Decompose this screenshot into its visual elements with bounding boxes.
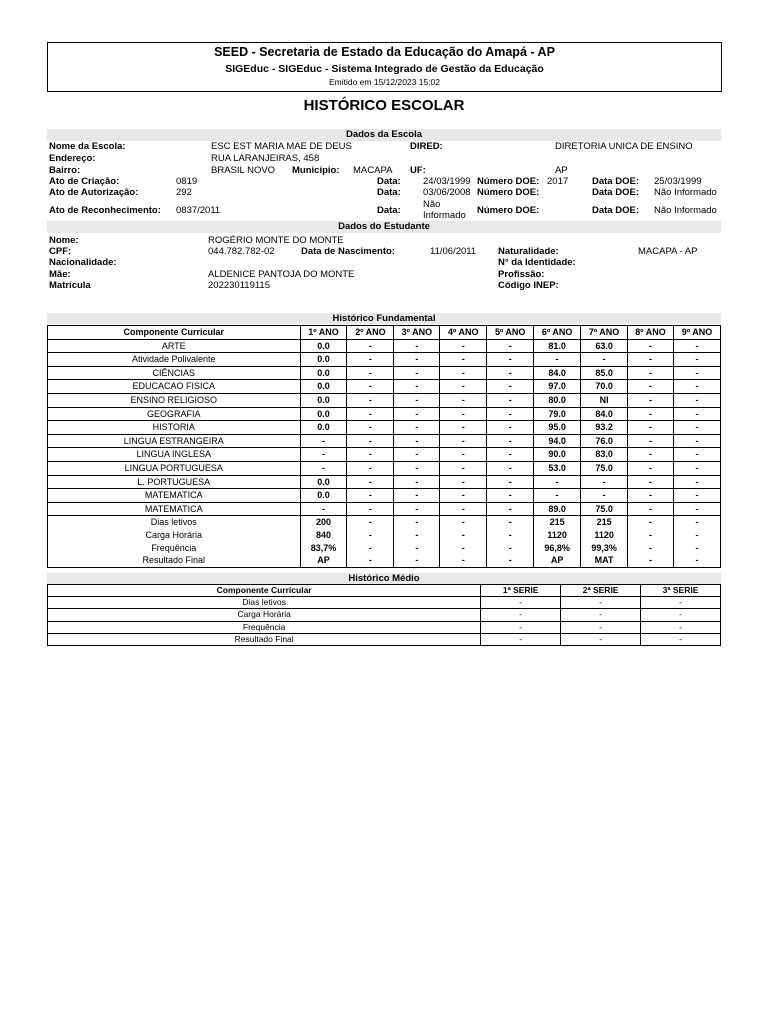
row-label: Dias letivos [48, 516, 301, 529]
summary-row [48, 516, 721, 529]
grade-cell: - [628, 366, 674, 380]
grade-cell: - [347, 339, 394, 353]
grade-cell: AP [300, 554, 347, 567]
grade-cell: - [673, 502, 720, 516]
recog-date-line2: Informado [423, 210, 466, 221]
grade-cell: AP [534, 554, 581, 567]
grade-cell: 75.0 [581, 461, 628, 475]
grade-cell: - [628, 554, 674, 567]
birth-label: Data de Nascimento: [301, 246, 395, 257]
grade-cell: 53.0 [534, 461, 581, 475]
grade-cell: 93.2 [581, 421, 628, 435]
header-title: SEED - Secretaria de Estado da Educação do Amapá - AP [214, 45, 555, 59]
grade-cell: - [440, 489, 487, 503]
header-emitted: Emitido em 15/12/2023 15:02 [328, 77, 441, 87]
grade-cell: - [394, 366, 440, 380]
district-value: BRASIL NOVO [211, 165, 276, 176]
mother-label: Mãe: [49, 269, 71, 280]
grade-cell: - [394, 475, 440, 489]
row-label: Dias letivos [48, 597, 481, 609]
table-header-row [48, 585, 721, 597]
row-label: Atividade Polivalente [48, 353, 301, 367]
grade-cell: 5º ANO [487, 326, 534, 340]
grade-cell: - [641, 621, 721, 633]
grade-cell: - [481, 597, 561, 609]
grade-cell: - [347, 502, 394, 516]
summary-row [48, 529, 721, 542]
grade-cell: - [534, 475, 581, 489]
grade-cell: 80.0 [534, 393, 581, 407]
grade-cell: 0.0 [300, 421, 347, 435]
grade-cell: - [347, 407, 394, 421]
table-row [48, 339, 721, 353]
grade-cell: - [581, 353, 628, 367]
grade-cell: - [628, 407, 674, 421]
grade-cell: 81.0 [534, 339, 581, 353]
table-row [48, 366, 721, 380]
grade-cell: - [394, 554, 440, 567]
creation-value: 0819 [176, 176, 198, 187]
row-label: L. PORTUGUESA [48, 475, 301, 489]
row-label: Resultado Final [48, 633, 481, 645]
grade-cell: - [561, 609, 641, 621]
grade-cell: - [347, 489, 394, 503]
uf-label: UF: [410, 165, 426, 176]
grade-cell: - [440, 434, 487, 448]
auth-value: 292 [176, 187, 192, 198]
grade-cell: 94.0 [534, 434, 581, 448]
grade-cell: - [440, 461, 487, 475]
grade-cell: - [581, 475, 628, 489]
grade-cell: 85.0 [581, 366, 628, 380]
grade-cell: - [440, 554, 487, 567]
grade-cell: - [487, 434, 534, 448]
grade-cell: - [440, 475, 487, 489]
grade-cell: 97.0 [534, 380, 581, 394]
grade-cell: 90.0 [534, 448, 581, 462]
grade-cell: - [300, 461, 347, 475]
summary-row [48, 554, 721, 567]
table-row [48, 434, 721, 448]
school-section-title: Dados da Escola [47, 129, 721, 141]
grade-cell: - [394, 489, 440, 503]
grade-cell: - [628, 393, 674, 407]
grade-cell: 83,7% [300, 542, 347, 555]
grade-cell: - [440, 407, 487, 421]
grade-cell: 0.0 [300, 380, 347, 394]
header-box [47, 42, 722, 92]
grade-cell: 215 [581, 516, 628, 529]
mother-value: ALDENICE PANTOJA DO MONTE [208, 269, 355, 280]
recog-doe-date-label: Data DOE: [592, 205, 639, 216]
grade-cell: 2º ANO [347, 326, 394, 340]
grade-cell: - [673, 339, 720, 353]
table-row [48, 489, 721, 503]
grade-cell: - [300, 434, 347, 448]
row-label: HISTORIA [48, 421, 301, 435]
grade-cell: - [673, 554, 720, 567]
grade-cell: - [487, 475, 534, 489]
grade-cell: - [347, 393, 394, 407]
grade-cell: - [628, 448, 674, 462]
student-name: ROGÉRIO MONTE DO MONTE [208, 235, 344, 246]
document-title: HISTÓRICO ESCOLAR [303, 97, 465, 114]
grade-cell: 9º ANO [673, 326, 720, 340]
recog-date-label: Data: [377, 205, 401, 216]
identity-label: N° da Identidade: [498, 257, 576, 268]
grade-cell: 1120 [534, 529, 581, 542]
grade-cell: - [394, 339, 440, 353]
grade-cell: 0.0 [300, 393, 347, 407]
grade-cell: - [487, 353, 534, 367]
grade-cell: - [561, 621, 641, 633]
grade-cell: 0.0 [300, 489, 347, 503]
table-row [48, 461, 721, 475]
birth-value: 11/06/2011 [430, 246, 477, 257]
grade-cell: 0.0 [300, 366, 347, 380]
grade-cell: 1º ANO [300, 326, 347, 340]
naturality-value: MACAPA - AP [638, 246, 698, 257]
grade-cell: - [673, 475, 720, 489]
auth-doe-date-label: Data DOE: [592, 187, 639, 198]
grade-cell: - [347, 434, 394, 448]
grade-cell: 1ª SERIE [481, 585, 561, 597]
address-value: RUA LARANJEIRAS, 458 [211, 153, 320, 164]
auth-label: Ato de Autorização: [49, 187, 139, 198]
row-label: ARTE [48, 339, 301, 353]
grade-cell: - [534, 489, 581, 503]
city-value: MACAPA [353, 165, 393, 176]
creation-doe-date: 25/03/1999 [654, 176, 702, 187]
table-row [48, 421, 721, 435]
grade-cell: - [628, 542, 674, 555]
creation-label: Ato de Criação: [49, 176, 120, 187]
registration-label: Matrícula [49, 280, 91, 291]
table-row [48, 621, 721, 633]
auth-date: 03/06/2008 [423, 187, 471, 198]
grade-cell: 75.0 [581, 502, 628, 516]
grade-cell: - [581, 489, 628, 503]
fundamental-section-title: Histórico Fundamental [47, 313, 721, 324]
recog-doe-date: Não Informado [654, 205, 717, 216]
table-row [48, 380, 721, 394]
grade-cell: - [440, 502, 487, 516]
grade-cell: - [440, 339, 487, 353]
auth-date-label: Data: [377, 187, 401, 198]
recog-label: Ato de Reconhecimento: [49, 205, 161, 216]
fundamental-grades-table [47, 325, 721, 568]
table-row [48, 609, 721, 621]
grade-cell: - [487, 542, 534, 555]
grade-cell: - [347, 516, 394, 529]
dired-value: DIRETORIA UNICA DE ENSINO [555, 141, 693, 152]
grade-cell: 200 [300, 516, 347, 529]
grade-cell: - [347, 380, 394, 394]
grade-cell: - [440, 380, 487, 394]
grade-cell: - [628, 516, 674, 529]
grade-cell: - [628, 475, 674, 489]
grade-cell: 6º ANO [534, 326, 581, 340]
grade-cell: - [628, 339, 674, 353]
grade-cell: - [487, 366, 534, 380]
grade-cell: 3º ANO [394, 326, 440, 340]
grade-cell: 3ª SERIE [641, 585, 721, 597]
grade-cell: - [394, 529, 440, 542]
grade-cell: - [347, 461, 394, 475]
grade-cell: - [394, 542, 440, 555]
grade-cell: 76.0 [581, 434, 628, 448]
grade-cell: - [347, 448, 394, 462]
grade-cell: - [394, 353, 440, 367]
grade-cell: - [487, 380, 534, 394]
grade-cell: 215 [534, 516, 581, 529]
registration-value: 202230119115 [208, 280, 270, 291]
grade-cell: 8º ANO [628, 326, 674, 340]
recog-value: 0837/2011 [176, 205, 221, 216]
grade-cell: 4º ANO [440, 326, 487, 340]
grade-cell: - [394, 516, 440, 529]
grade-cell: - [628, 529, 674, 542]
grade-cell: MAT [581, 554, 628, 567]
grade-cell: 0.0 [300, 407, 347, 421]
grade-cell: - [561, 633, 641, 645]
grade-cell: 70.0 [581, 380, 628, 394]
grade-cell: - [440, 421, 487, 435]
creation-doe-date-label: Data DOE: [592, 176, 639, 187]
grade-cell: 840 [300, 529, 347, 542]
grade-cell: - [641, 597, 721, 609]
row-label: Componente Curricular [216, 585, 312, 595]
table-row [48, 407, 721, 421]
cpf-value: 044.782.782-02 [208, 246, 275, 257]
naturality-label: Naturalidade: [498, 246, 559, 257]
grade-cell: - [440, 353, 487, 367]
grade-cell: 0.0 [300, 353, 347, 367]
grade-cell: - [561, 597, 641, 609]
medio-grades-table [47, 584, 721, 646]
grade-cell: - [394, 434, 440, 448]
grade-cell: 89.0 [534, 502, 581, 516]
grade-cell: - [673, 434, 720, 448]
grade-cell: 7º ANO [581, 326, 628, 340]
row-label: CIÊNCIAS [48, 366, 301, 380]
grade-cell: 95.0 [534, 421, 581, 435]
grade-cell: - [300, 502, 347, 516]
creation-doe: 2017 [547, 176, 569, 187]
grade-cell: - [487, 554, 534, 567]
row-label: Componente Curricular [48, 326, 301, 340]
grade-cell: NI [581, 393, 628, 407]
creation-date-label: Data: [377, 176, 401, 187]
grade-cell: 96,8% [534, 542, 581, 555]
grade-cell: - [394, 461, 440, 475]
grade-cell: - [641, 609, 721, 621]
grade-cell: - [487, 516, 534, 529]
grade-cell: - [347, 529, 394, 542]
grade-cell: - [487, 393, 534, 407]
grade-cell: - [487, 529, 534, 542]
nationality-label: Nacionalidade: [49, 257, 117, 268]
cpf-label: CPF: [49, 246, 72, 257]
grade-cell: 83.0 [581, 448, 628, 462]
table-row [48, 502, 721, 516]
grade-cell: - [487, 421, 534, 435]
grade-cell: - [487, 489, 534, 503]
row-label: LINGUA ESTRANGEIRA [48, 434, 301, 448]
inep-label: Código INEP: [498, 280, 559, 291]
row-label: EDUCACAO FISICA [48, 380, 301, 394]
recog-date-line1: Não [423, 199, 441, 210]
grade-cell: - [673, 421, 720, 435]
grade-cell: - [347, 475, 394, 489]
grade-cell: - [394, 407, 440, 421]
uf-value: AP [555, 165, 568, 176]
grade-cell: - [487, 407, 534, 421]
grade-cell: - [487, 461, 534, 475]
grade-cell: - [347, 554, 394, 567]
grade-cell: - [394, 393, 440, 407]
grade-cell: - [487, 502, 534, 516]
grade-cell: - [673, 366, 720, 380]
row-label: Carga Horária [145, 529, 203, 540]
auth-doe-label: Número DOE: [477, 187, 540, 198]
grade-cell: - [487, 339, 534, 353]
table-row [48, 475, 721, 489]
grade-cell: - [673, 393, 720, 407]
row-label: MATEMATICA [48, 502, 301, 516]
grade-cell: - [394, 502, 440, 516]
header-subtitle: SIGEduc - SIGEduc - Sistema Integrado de Gestão da Educação [225, 63, 544, 75]
row-label: LINGUA INGLESA [48, 448, 301, 462]
summary-row [48, 542, 721, 555]
city-label: Município: [292, 165, 340, 176]
row-label: LINGUA PORTUGUESA [48, 461, 301, 475]
grade-cell: - [394, 448, 440, 462]
grade-cell: - [394, 380, 440, 394]
grade-cell: - [673, 489, 720, 503]
school-name: ESC EST MARIA MAE DE DEUS [211, 141, 352, 152]
row-label: MATEMATICA [48, 489, 301, 503]
row-label: Frequência [48, 621, 481, 633]
grade-cell: 79.0 [534, 407, 581, 421]
grade-cell: - [440, 366, 487, 380]
medio-section-title: Histórico Médio [47, 573, 721, 584]
grade-cell: - [347, 353, 394, 367]
grade-cell: - [628, 434, 674, 448]
grade-cell: - [673, 529, 720, 542]
table-row [48, 393, 721, 407]
grade-cell: - [440, 516, 487, 529]
row-label: ENSINO RELIGIOSO [48, 393, 301, 407]
row-label: Frequência [151, 542, 197, 553]
recog-doe-label: Número DOE: [477, 205, 540, 216]
grade-cell: - [628, 353, 674, 367]
grade-cell: - [673, 353, 720, 367]
grade-cell: 84.0 [534, 366, 581, 380]
grade-cell: - [673, 516, 720, 529]
grade-cell: - [673, 407, 720, 421]
grade-cell: 2ª SERIE [561, 585, 641, 597]
grade-cell: - [641, 633, 721, 645]
creation-date: 24/03/1999 [423, 176, 471, 187]
auth-doe-date: Não Informado [654, 187, 717, 198]
grade-cell: - [481, 609, 561, 621]
table-row [48, 633, 721, 645]
grade-cell: - [440, 529, 487, 542]
grade-cell: 1120 [581, 529, 628, 542]
grade-cell: - [673, 380, 720, 394]
grade-cell: - [440, 448, 487, 462]
row-label: GEOGRAFIA [48, 407, 301, 421]
row-label: Resultado Final [142, 555, 206, 566]
row-label: Carga Horária [48, 609, 481, 621]
grade-cell: - [481, 621, 561, 633]
table-row [48, 448, 721, 462]
grade-cell: - [673, 461, 720, 475]
grade-cell: - [628, 421, 674, 435]
grade-cell: - [628, 461, 674, 475]
table-header-row [48, 326, 721, 340]
address-label: Endereço: [49, 153, 96, 164]
table-row [48, 597, 721, 609]
grade-cell: 99,3% [581, 542, 628, 555]
grade-cell: - [347, 421, 394, 435]
grade-cell: - [673, 448, 720, 462]
grade-cell: - [347, 366, 394, 380]
grade-cell: - [628, 502, 674, 516]
grade-cell: - [440, 393, 487, 407]
grade-cell: - [628, 380, 674, 394]
grade-cell: - [300, 448, 347, 462]
student-section-title: Dados do Estudante [47, 221, 721, 233]
grade-cell: 0.0 [300, 339, 347, 353]
grade-cell: - [673, 542, 720, 555]
profession-label: Profissão: [498, 269, 545, 280]
grade-cell: - [440, 542, 487, 555]
dired-label: DIRED: [410, 141, 443, 152]
student-name-label: Nome: [49, 235, 79, 246]
school-name-label: Nome da Escola: [49, 141, 126, 152]
grade-cell: 63.0 [581, 339, 628, 353]
grade-cell: - [487, 448, 534, 462]
grade-cell: 84.0 [581, 407, 628, 421]
grade-cell: - [347, 542, 394, 555]
district-label: Bairro: [49, 165, 81, 176]
grade-cell: 0.0 [300, 475, 347, 489]
creation-doe-label: Número DOE: [477, 176, 540, 187]
grade-cell: - [534, 353, 581, 367]
grade-cell: - [394, 421, 440, 435]
table-row [48, 353, 721, 367]
grade-cell: - [481, 633, 561, 645]
grade-cell: - [628, 489, 674, 503]
